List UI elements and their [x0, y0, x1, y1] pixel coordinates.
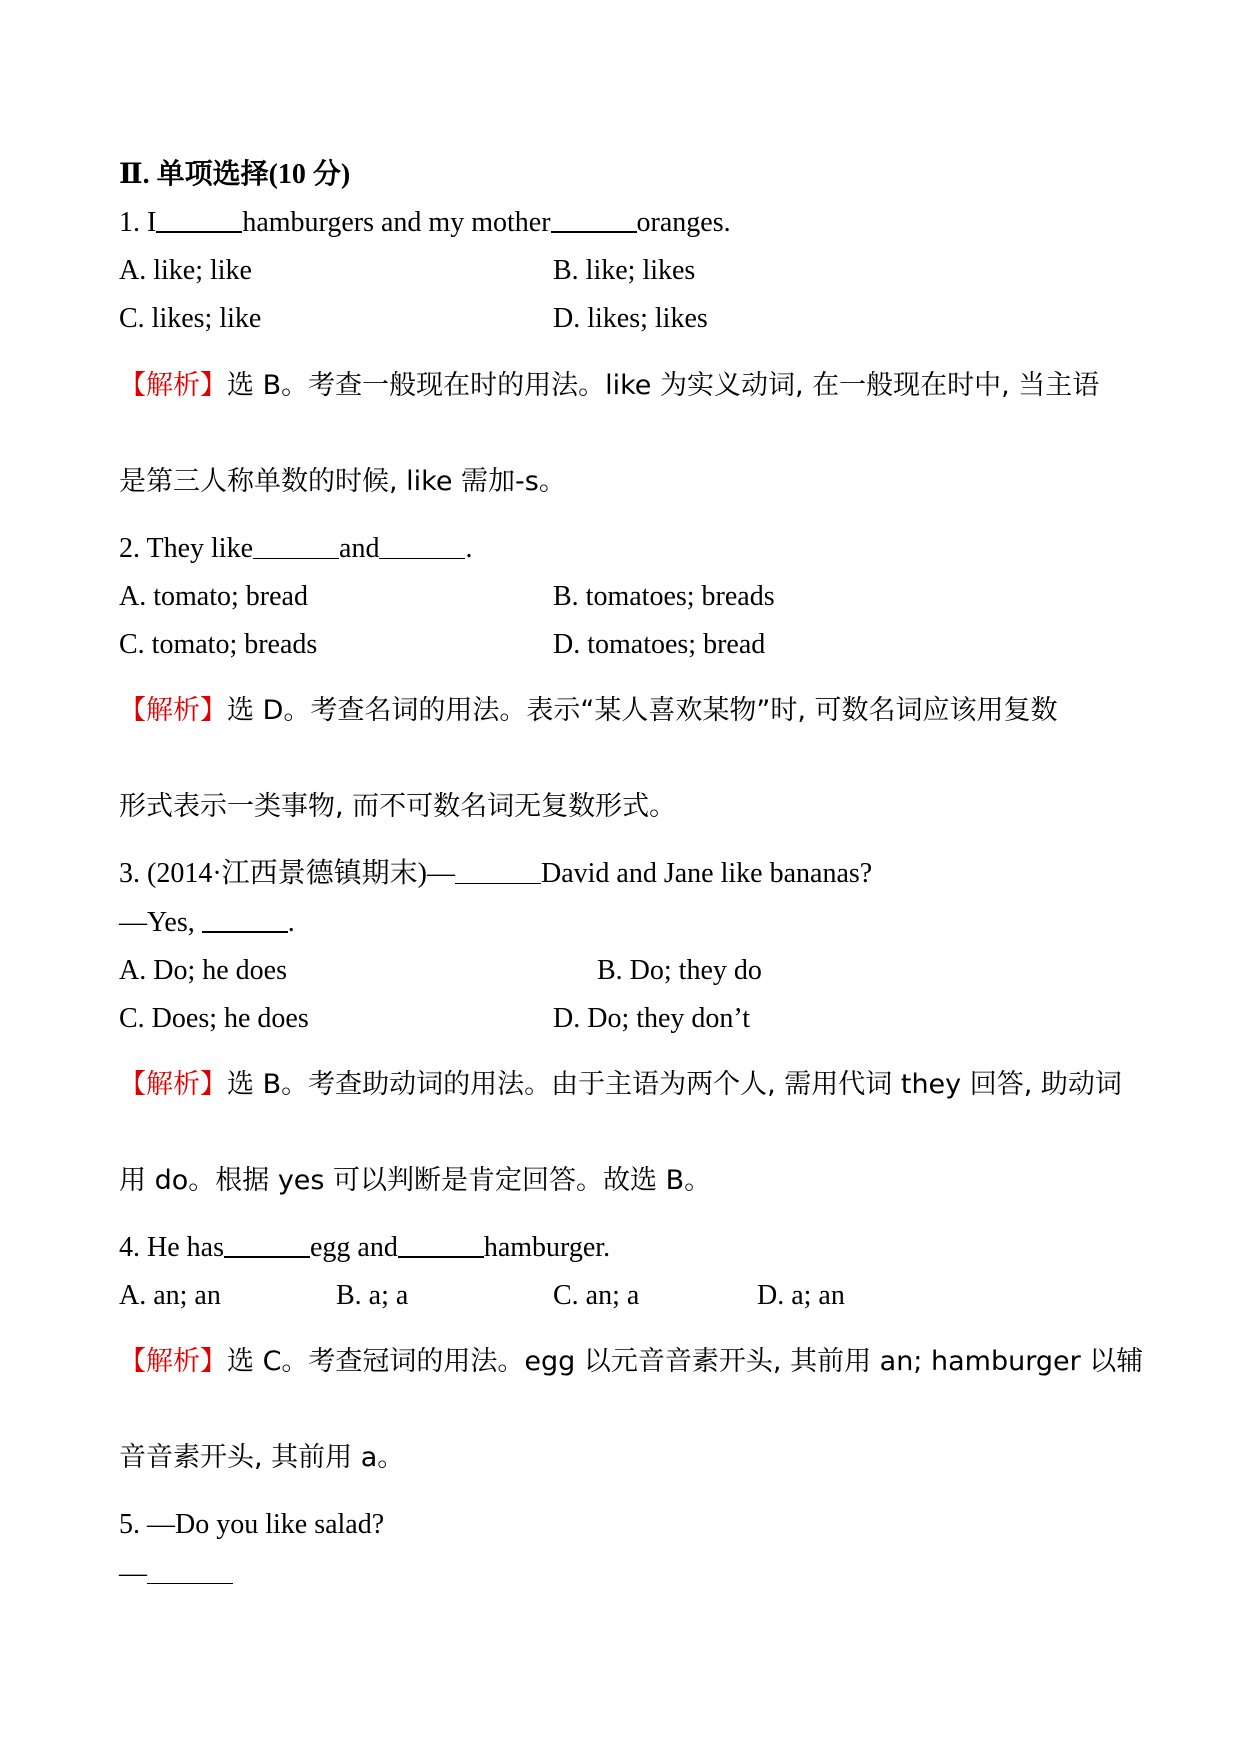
q3-reply-part-b: .: [287, 907, 295, 938]
q3-option-a: A. Do; he does: [119, 955, 287, 986]
q3-analysis-line-1: [119, 1068, 1122, 1102]
q1-option-c: C. likes; like: [119, 303, 262, 334]
q1-option-d: D. likes; likes: [553, 303, 708, 334]
q2-option-d: D. tomatoes; bread: [553, 629, 766, 660]
q2-blank-2: [379, 534, 465, 559]
q4-analysis-label: 【解析】: [119, 1346, 227, 1377]
q3-analysis-line-2: 用 do。根据 yes 可以判断是肯定回答。故选 B。: [119, 1165, 712, 1196]
q1-stem-part-b: hamburgers and my mother: [242, 207, 551, 238]
q2-option-b: B. tomatoes; breads: [553, 581, 775, 612]
q3-reply-part-a: —Yes,: [119, 907, 202, 938]
q3-stem-part-b: David and Jane like bananas?: [541, 858, 873, 889]
q4-stem-part-a: 4. He has: [119, 1232, 224, 1263]
q1-analysis-line-1: [119, 369, 1099, 403]
q4-option-a: A. an; an: [119, 1280, 221, 1311]
q4-blank-1: [224, 1232, 310, 1258]
q2-stem-part-c: .: [465, 533, 473, 564]
q1-stem-part-a: 1. I: [119, 207, 157, 238]
q2-stem-part-a: 2. They like: [119, 533, 254, 564]
q3-stem-number: 3. (2014·: [119, 858, 222, 889]
q1-analysis-label: 【解析】: [119, 370, 227, 401]
question-5-stem: 5. —Do you like salad?: [119, 1509, 385, 1540]
question-5-reply: [119, 1557, 233, 1591]
q3-blank-1: [455, 859, 541, 884]
q1-analysis-text-1: 选 B。考查一般现在时的用法。like 为实义动词, 在一般现在时中, 当主语: [227, 370, 1100, 401]
q3-blank-2: [202, 907, 288, 933]
q1-option-a: A. like; like: [119, 255, 252, 286]
q2-option-a: A. tomato; bread: [119, 581, 308, 612]
q2-analysis-line-1: [119, 694, 1058, 728]
question-4-stem: [119, 1231, 610, 1265]
q4-analysis-line-2: 音音素开头, 其前用 a。: [119, 1442, 405, 1473]
q2-analysis-label: 【解析】: [119, 695, 227, 726]
q4-analysis-line-1: [119, 1345, 1143, 1379]
q4-analysis-text-1: 选 C。考查冠词的用法。egg 以元音音素开头, 其前用 an; hamburger 以辅: [227, 1346, 1144, 1377]
q2-option-c: C. tomato; breads: [119, 629, 318, 660]
q5-reply-dash: —: [119, 1558, 147, 1589]
q2-stem-part-b: and: [339, 533, 380, 564]
section-title: Ⅱ. 单项选择(10 分): [119, 159, 351, 190]
q4-option-c: C. an; a: [553, 1280, 640, 1311]
question-1-stem: [119, 206, 731, 240]
question-3-stem: [119, 857, 872, 891]
q4-stem-part-c: hamburger.: [483, 1232, 611, 1263]
q5-blank-1: [147, 1559, 233, 1584]
q3-stem-source: 江西景德镇期末: [221, 858, 418, 889]
q4-blank-2: [398, 1232, 484, 1258]
q2-analysis-text-1: 选 D。考查名词的用法。表示“某人喜欢某物”时, 可数名词应该用复数: [227, 695, 1058, 726]
q3-analysis-label: 【解析】: [119, 1069, 227, 1100]
question-2-stem: [119, 532, 472, 566]
q1-blank-2: [551, 207, 637, 233]
q2-analysis-line-2: 形式表示一类事物, 而不可数名词无复数形式。: [119, 791, 677, 822]
q1-blank-1: [156, 207, 242, 233]
q3-stem-part-a: )—: [417, 858, 455, 889]
q3-option-c: C. Does; he does: [119, 1003, 309, 1034]
question-3-reply: [119, 906, 295, 940]
q3-analysis-text-1: 选 B。考查助动词的用法。由于主语为两个人, 需用代词 they 回答, 助动词: [227, 1069, 1122, 1100]
q4-stem-part-b: egg and: [309, 1232, 398, 1263]
q3-option-b: B. Do; they do: [597, 955, 762, 986]
q3-option-d: D. Do; they don’t: [553, 1003, 751, 1034]
q2-blank-1: [253, 534, 339, 559]
q4-option-b: B. a; a: [336, 1280, 409, 1311]
q1-option-b: B. like; likes: [553, 255, 696, 286]
q4-option-d: D. a; an: [757, 1280, 845, 1311]
q1-analysis-line-2: 是第三人称单数的时候, like 需加-s。: [119, 466, 566, 497]
q1-stem-part-c: oranges.: [636, 207, 731, 238]
